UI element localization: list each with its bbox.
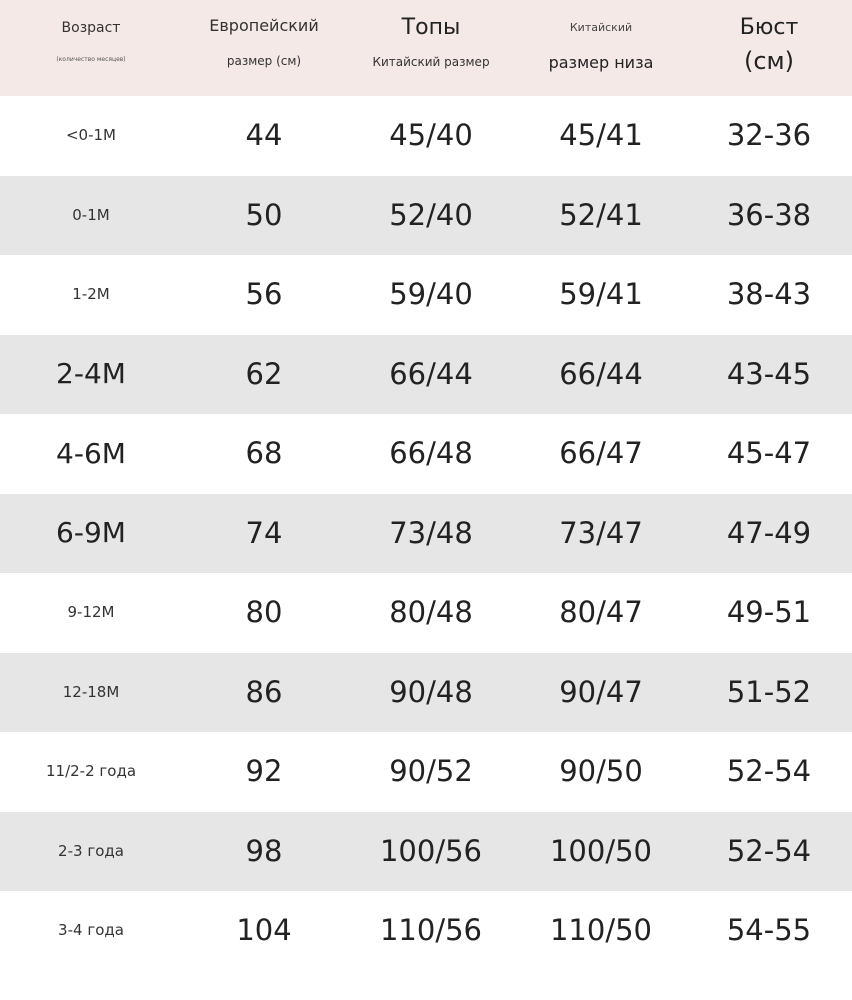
header-tops	[346, 0, 516, 96]
table-row	[0, 573, 852, 653]
tops-size-cell: 59/40	[389, 277, 473, 312]
header-eu-label: Европейский	[209, 16, 319, 35]
eu-size-cell: 104	[236, 913, 292, 948]
tops-size-cell: 80/48	[389, 595, 473, 630]
bottoms-size-cell: 90/47	[559, 674, 643, 709]
table-row	[0, 891, 852, 971]
tops-size-cell: 110/56	[379, 913, 483, 948]
header-eu-sub: размер (см)	[226, 54, 302, 68]
eu-size-cell: 74	[245, 515, 283, 550]
eu-size-cell: 62	[245, 356, 283, 391]
table-row	[0, 812, 852, 892]
eu-size-cell: 86	[245, 674, 283, 709]
tops-size-cell: 66/48	[389, 436, 473, 471]
tops-size-cell: 66/44	[389, 356, 473, 391]
bottoms-size-cell: 100/50	[549, 833, 653, 868]
table-row	[0, 335, 852, 415]
bust-cell: 52-54	[726, 754, 812, 789]
eu-size-cell: 80	[245, 595, 283, 630]
bust-cell: 36-38	[726, 197, 812, 232]
eu-size-cell: 56	[245, 277, 283, 312]
table-row	[0, 176, 852, 256]
table-header	[0, 0, 852, 96]
age-cell: 4-6M	[56, 436, 126, 470]
header-bust-sub: (см)	[743, 47, 795, 75]
table-row	[0, 414, 852, 494]
tops-size-cell: 45/40	[389, 118, 473, 153]
header-bust	[686, 0, 852, 96]
table-row	[0, 494, 852, 574]
bottoms-size-cell: 52/41	[559, 197, 643, 232]
table-body	[0, 96, 852, 971]
bottoms-size-cell: 59/41	[559, 277, 643, 312]
tops-size-cell: 90/48	[389, 674, 473, 709]
eu-size-cell: 44	[245, 118, 283, 153]
age-cell: 2-3 года	[58, 841, 124, 860]
header-age-label: Возраст	[61, 20, 121, 36]
bust-cell: 54-55	[726, 913, 812, 948]
header-tops-sub: Китайский размер	[372, 55, 490, 69]
header-tops-label: Топы	[401, 15, 461, 40]
bust-cell: 51-52	[726, 674, 812, 709]
eu-size-cell: 50	[245, 197, 283, 232]
age-cell: 2-4M	[56, 357, 126, 391]
header-age	[0, 0, 182, 96]
age-cell: 3-4 года	[58, 921, 124, 940]
tops-size-cell: 73/48	[389, 515, 473, 550]
table-row	[0, 255, 852, 335]
bust-cell: 47-49	[726, 515, 812, 550]
header-bottoms	[516, 0, 686, 96]
bottoms-size-cell: 45/41	[559, 118, 643, 153]
tops-size-cell: 90/52	[389, 754, 473, 789]
bust-cell: 52-54	[726, 833, 812, 868]
bust-cell: 38-43	[726, 277, 812, 312]
eu-size-cell: 92	[245, 754, 283, 789]
age-cell: 9-12M	[67, 603, 115, 622]
bottoms-size-cell: 66/44	[559, 356, 643, 391]
eu-size-cell: 98	[245, 833, 283, 868]
table-row	[0, 653, 852, 733]
header-age-sub: (количество месяцев)	[56, 56, 126, 63]
bust-cell: 45-47	[726, 436, 812, 471]
bottoms-size-cell: 66/47	[559, 436, 643, 471]
header-bottoms-sub: размер низа	[548, 53, 654, 72]
tops-size-cell: 100/56	[379, 833, 483, 868]
age-cell: 0-1M	[72, 205, 110, 224]
age-cell: 11/2-2 года	[45, 762, 137, 781]
bottoms-size-cell: 90/50	[559, 754, 643, 789]
age-cell: 1-2M	[72, 285, 110, 304]
bust-cell: 43-45	[726, 356, 812, 391]
bottoms-size-cell: 80/47	[559, 595, 643, 630]
header-bottoms-label: Китайский	[569, 21, 633, 34]
bottoms-size-cell: 73/47	[559, 515, 643, 550]
bust-cell: 49-51	[726, 595, 812, 630]
age-cell: 6-9M	[56, 516, 126, 550]
bust-cell: 32-36	[726, 118, 812, 153]
bottoms-size-cell: 110/50	[549, 913, 653, 948]
table-row	[0, 96, 852, 176]
table-row	[0, 732, 852, 812]
eu-size-cell: 68	[245, 436, 283, 471]
header-eu-size	[182, 0, 346, 96]
header-bust-label: Бюст	[739, 15, 799, 40]
tops-size-cell: 52/40	[389, 197, 473, 232]
age-cell: 12-18M	[62, 682, 120, 701]
age-cell: <0-1M	[65, 126, 116, 145]
